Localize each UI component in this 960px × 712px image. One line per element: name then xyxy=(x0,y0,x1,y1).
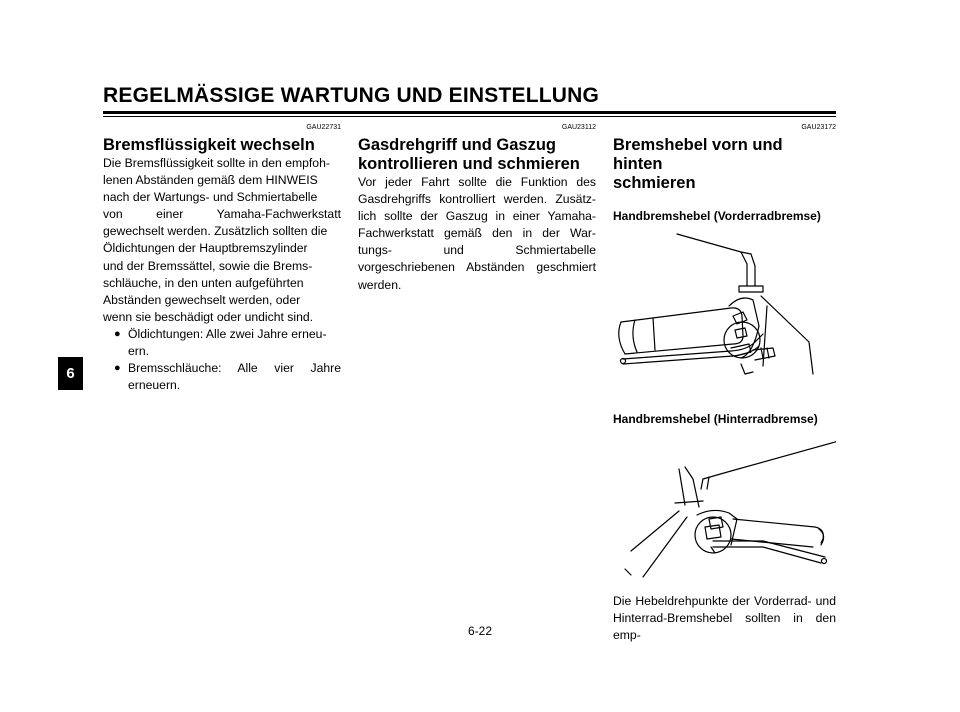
rear-brake-lever-illustration xyxy=(613,427,836,589)
body-line: wenn sie beschädigt oder undicht sind. xyxy=(103,309,314,324)
section-code: GAU23112 xyxy=(561,124,596,131)
section-throttle xyxy=(358,123,596,294)
figure-caption-front: Handbremshebel (Vorderradbremse) xyxy=(613,209,821,223)
section-code: GAU22731 xyxy=(306,124,341,131)
section-heading xyxy=(358,136,596,174)
body-line: gewechselt werden. Zusätzlich sollten die xyxy=(103,224,328,239)
body-line: und der Bremssättel, sowie die Brems- xyxy=(103,258,313,273)
heading-line: kontrollieren und schmieren xyxy=(358,155,580,173)
section-body xyxy=(103,155,341,326)
bullet-line: erneuern. xyxy=(128,378,181,393)
bullet-line: Bremsschläuche: Alle vier Jahre xyxy=(128,361,341,376)
body-line: Fachwerkstatt gemäß den in der War- xyxy=(358,226,596,241)
body-line: lenen Abständen gemäß dem HINWEIS xyxy=(103,173,318,188)
body-line: Abständen gewechselt werden, oder xyxy=(103,292,301,307)
section-heading xyxy=(613,136,836,193)
body-line: nach der Wartungs- und Schmiertabelle xyxy=(103,190,318,205)
list-item xyxy=(114,360,341,394)
section-code: GAU23172 xyxy=(801,124,836,131)
body-line: werden. xyxy=(358,277,402,292)
body-line: von einer Yamaha-Fachwerkstatt xyxy=(103,207,341,222)
body-line: schläuche, in den unten aufgeführten xyxy=(103,275,304,290)
section-heading: Bremsflüssigkeit wechseln xyxy=(103,136,315,154)
page-number: 6-22 xyxy=(467,624,493,638)
bullet-line: Öldichtungen: Alle zwei Jahre erneu- xyxy=(128,326,327,341)
list-item xyxy=(114,326,341,360)
front-brake-lever-illustration xyxy=(613,224,836,392)
body-line: lich sollte der Gaszug in einer Yamaha- xyxy=(358,209,596,224)
body-line: Die Hebeldrehpunkte der Vorderrad- und xyxy=(613,594,836,608)
heading-line: Bremshebel vorn und hinten xyxy=(613,136,783,173)
body-line: Die Bremsflüssigkeit sollte in den empfoh- xyxy=(103,156,330,170)
body-line: Öldichtungen der Hauptbremszylinder xyxy=(103,241,308,256)
body-line: Hinterrad-Bremshebel sollten in den emp- xyxy=(613,611,836,643)
header-rule xyxy=(103,111,836,114)
bullet-icon: ● xyxy=(114,362,121,375)
heading-line: schmieren xyxy=(613,174,696,192)
body-line: Vor jeder Fahrt sollte die Funktion des xyxy=(358,175,596,189)
chapter-tab[interactable]: 6 xyxy=(58,357,83,390)
body-line: tungs- und Schmiertabelle xyxy=(358,243,596,258)
section-body xyxy=(358,174,596,294)
body-line: Gasdrehgriffs kontrolliert werden. Zusätz- xyxy=(358,192,596,207)
header-rule-thin xyxy=(103,116,836,117)
heading-line: Gasdrehgriff und Gaszug xyxy=(358,136,557,154)
page-title: REGELMÄSSIGE WARTUNG UND EINSTELLUNG xyxy=(103,84,600,107)
figure-caption-rear: Handbremshebel (Hinterradbremse) xyxy=(613,412,818,426)
bullet-line: ern. xyxy=(128,344,150,359)
body-line: vorgeschriebenen Abständen geschmiert xyxy=(358,260,596,275)
bullet-icon: ● xyxy=(114,327,121,340)
section-brake-fluid xyxy=(103,123,341,394)
section-brake-levers xyxy=(613,123,836,644)
